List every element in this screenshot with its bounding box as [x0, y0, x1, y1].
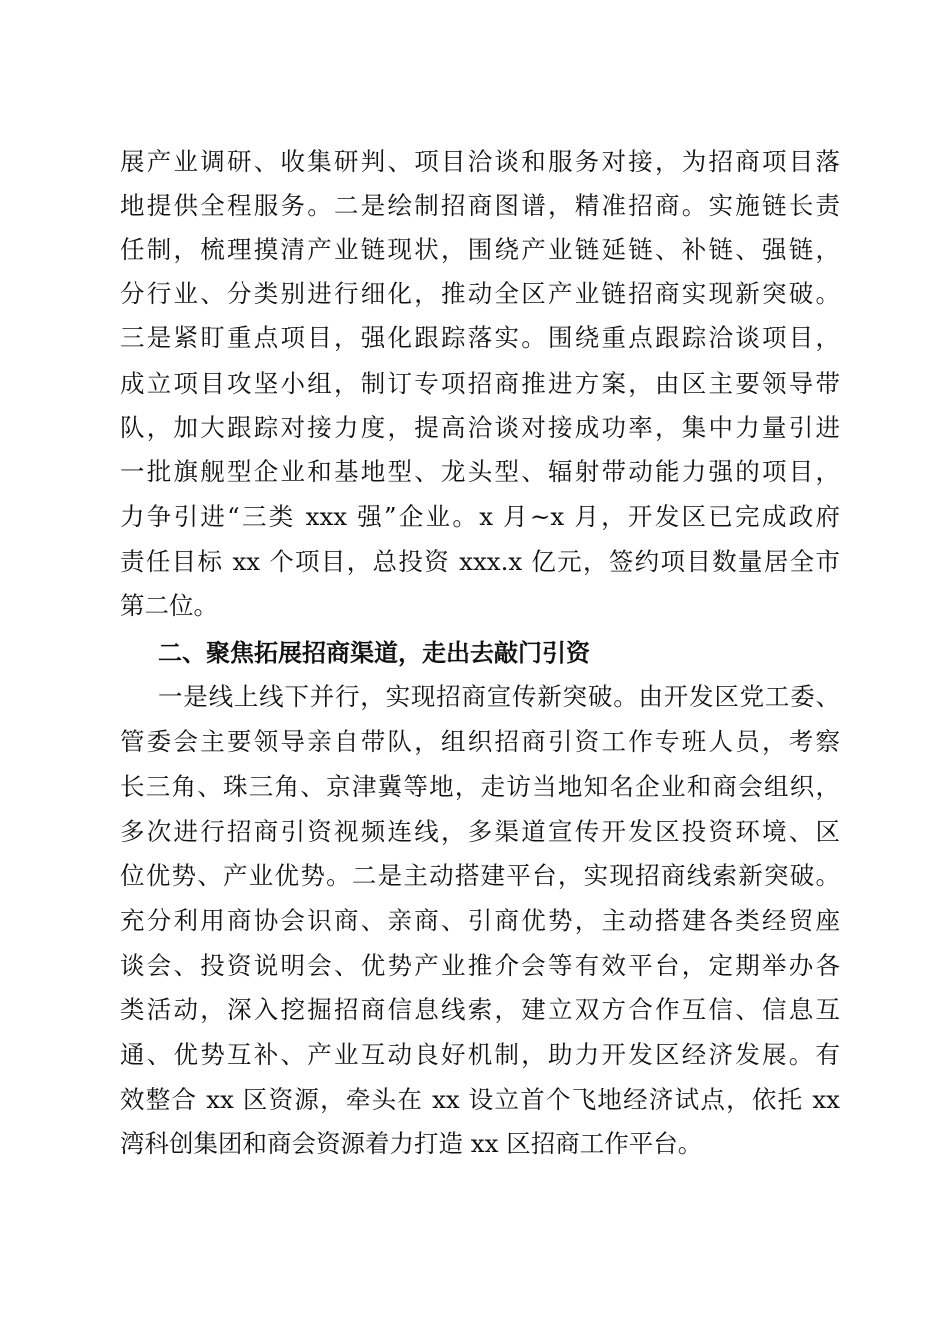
paragraph-line: 谈会、投资说明会、优势产业推介会等有效平台，定期举办各	[120, 951, 840, 980]
paragraph-line: 一批旗舰型企业和基地型、龙头型、辐射带动能力强的项目，	[120, 457, 840, 486]
paragraph-line: 地提供全程服务。二是绘制招商图谱，精准招商。实施链长责	[120, 191, 840, 220]
paragraph-line: 成立项目攻坚小组，制订专项招商推进方案，由区主要领导带	[120, 369, 840, 398]
paragraph-line: 多次进行招商引资视频连线，多渠道宣传开发区投资环境、区	[120, 817, 840, 846]
paragraph-line: 责任目标 xx 个项目，总投资 xxx.x 亿元，签约项目数量居全市	[120, 547, 840, 576]
paragraph-line: 展产业调研、收集研判、项目洽谈和服务对接，为招商项目落	[120, 147, 840, 176]
paragraph-line: 通、优势互补、产业互动良好机制，助力开发区经济发展。有	[120, 1040, 840, 1069]
paragraph-line: 任制，梳理摸清产业链现状，围绕产业链延链、补链、强链，	[120, 235, 840, 264]
paragraph-line: 充分利用商协会识商、亲商、引商优势，主动搭建各类经贸座	[120, 906, 840, 935]
paragraph-line: 类活动，深入挖掘招商信息线索，建立双方合作互信、信息互	[120, 995, 840, 1024]
section-heading: 二、聚焦拓展招商渠道，走出去敲门引资	[158, 639, 590, 667]
paragraph-line: 队，加大跟踪对接力度，提高洽谈对接成功率，集中力量引进	[120, 413, 840, 442]
paragraph-line: 分行业、分类别进行细化，推动全区产业链招商实现新突破。	[120, 279, 840, 308]
paragraph-line: 管委会主要领导亲自带队，组织招商引资工作专班人员，考察	[120, 727, 840, 756]
paragraph-line: 位优势、产业优势。二是主动搭建平台，实现招商线索新突破。	[120, 861, 840, 890]
paragraph-line: 一是线上线下并行，实现招商宣传新突破。由开发区党工委、	[158, 682, 840, 711]
paragraph-line: 效整合 xx 区资源，牵头在 xx 设立首个飞地经济试点，依托 xx	[120, 1085, 840, 1114]
paragraph-line: 长三角、珠三角、京津冀等地，走访当地知名企业和商会组织，	[120, 772, 840, 801]
paragraph-line: 力争引进“三类 xxx 强”企业。x 月~x 月，开发区已完成政府	[120, 502, 840, 531]
paragraph-line: 湾科创集团和商会资源着力打造 xx 区招商工作平台。	[120, 1129, 703, 1158]
paragraph-line: 第二位。	[120, 591, 218, 620]
paragraph-line: 三是紧盯重点项目，强化跟踪落实。围绕重点跟踪洽谈项目，	[120, 323, 840, 352]
